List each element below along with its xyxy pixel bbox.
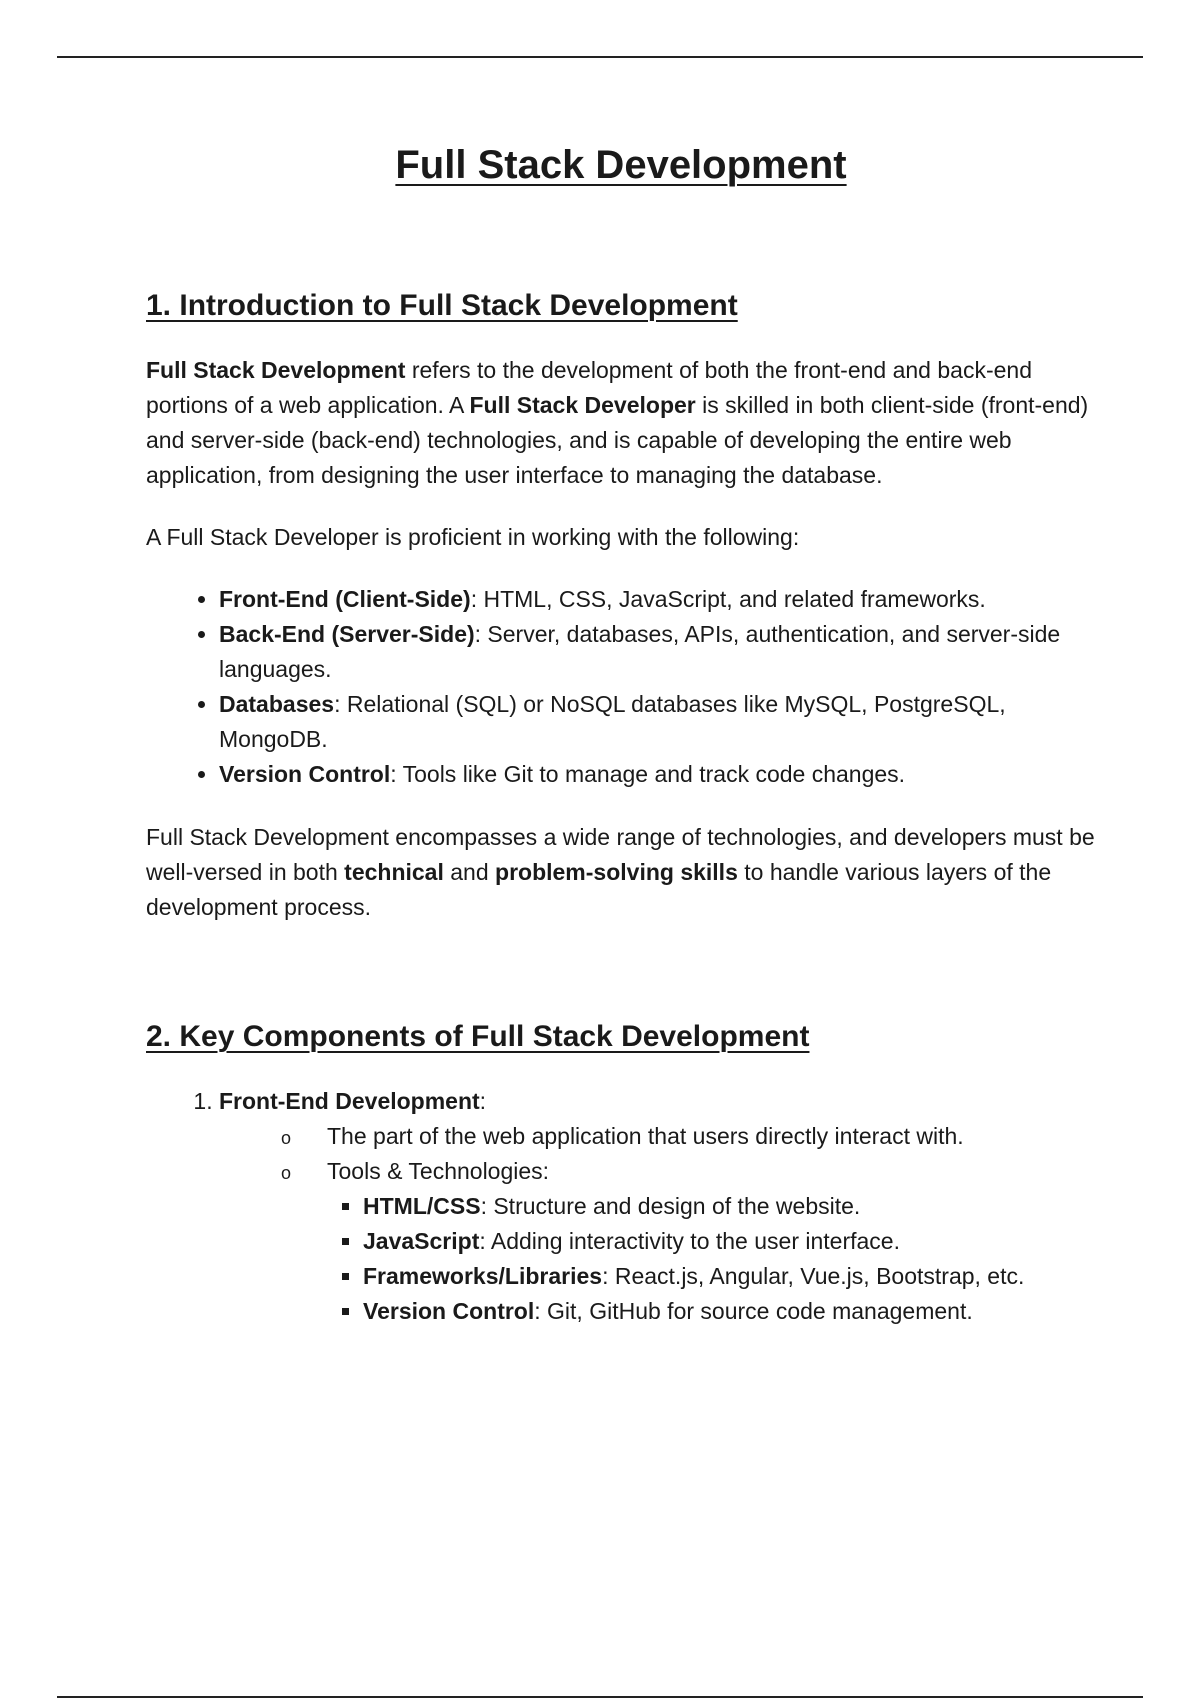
footer-rule	[57, 1696, 1143, 1698]
list-item: ▪ Version Control: Git, GitHub for source code management.	[363, 1294, 1096, 1329]
summary-paragraph: Full Stack Development encompasses a wide range of technologies, and developers must be well-versed in both technical and problem-solving skills to handle various layers of the development process.	[146, 824, 1095, 920]
proficiency-paragraph: A Full Stack Developer is proficient in working with the following:	[146, 524, 800, 550]
list-item: ▪ JavaScript: Adding interactivity to the user interface.	[363, 1224, 1096, 1259]
header-rule	[57, 56, 1143, 58]
document-title: Full Stack Development	[395, 143, 847, 187]
list-item: ▪ Frameworks/Libraries: React.js, Angular, Vue.js, Bootstrap, etc.	[363, 1259, 1096, 1294]
tools-list	[327, 1189, 1096, 1329]
list-item: 1. Front-End Development: o The part of the web application that users directly interact with. o Tools & Technologies: ▪ HTML/CSS: Structure and design of the website. ▪ JavaScript: Adding interactivity to the user interface. ▪ Frameworks/Libraries: React.js, Angular, Vue.js, Bootstrap, etc. ▪ Version Control: Git, GitHub for source code management.	[219, 1084, 1096, 1329]
document-body	[146, 140, 1096, 1329]
list-item: • Back-End (Server-Side): Server, databases, APIs, authentication, and server-side languages.	[219, 617, 1096, 687]
section-heading-key-components: 2. Key Components of Full Stack Development	[146, 1020, 810, 1053]
list-item: o Tools & Technologies: ▪ HTML/CSS: Structure and design of the website. ▪ JavaScript: Adding interactivity to the user interface. ▪ Frameworks/Libraries: React.js, Angular, Vue.js, Bootstrap, etc. ▪ Version Control: Git, GitHub for source code management.	[291, 1154, 1096, 1329]
skills-list	[146, 582, 1096, 792]
list-item: • Databases: Relational (SQL) or NoSQL databases like MySQL, PostgreSQL, MongoDB.	[219, 687, 1096, 757]
components-list	[146, 1084, 1096, 1329]
list-item: • Version Control: Tools like Git to manage and track code changes.	[219, 757, 1096, 792]
list-item: o The part of the web application that users directly interact with.	[291, 1119, 1096, 1154]
list-item: • Front-End (Client-Side): HTML, CSS, JavaScript, and related frameworks.	[219, 582, 1096, 617]
list-item: ▪ HTML/CSS: Structure and design of the website.	[363, 1189, 1096, 1224]
section-heading-introduction: 1. Introduction to Full Stack Development	[146, 289, 738, 322]
intro-paragraph: Full Stack Development refers to the development of both the front-end and back-end portions of a web application. A Full Stack Developer is skilled in both client-side (front-end) and server-side (back-end) technologies, and is capable of developing the entire web application, from designing the user interface to managing the database.	[146, 357, 1089, 488]
frontend-details-list	[219, 1119, 1096, 1329]
